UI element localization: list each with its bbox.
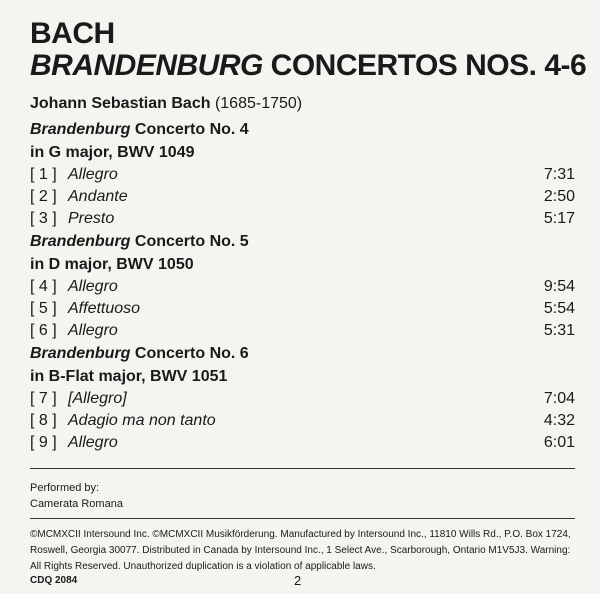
track-row <box>30 276 575 298</box>
concerto-title-italic: Brandenburg <box>30 121 131 138</box>
concerto-key: in B-Flat major, BWV 1051 <box>30 368 228 385</box>
concerto-title-rest: Concerto No. 6 <box>130 345 249 362</box>
divider-rule <box>30 518 575 519</box>
concerto-title-italic: Brandenburg <box>30 345 131 362</box>
track-name: Allegro <box>68 278 118 295</box>
divider-rule <box>30 468 575 469</box>
concerto-key: in D major, BWV 1050 <box>30 256 194 273</box>
track-row <box>30 298 575 320</box>
concerto-title <box>30 118 575 141</box>
track-number: [ 6 ] <box>30 322 57 339</box>
concerto-title-rest: Concerto No. 4 <box>130 121 249 138</box>
track-duration: 5:31 <box>543 322 575 339</box>
track-duration: 7:31 <box>543 166 575 183</box>
track-row <box>30 388 575 410</box>
track-number: [ 2 ] <box>30 188 57 205</box>
header-composer-surname: BACH <box>30 17 115 50</box>
track-duration: 2:50 <box>543 188 575 205</box>
composer-line <box>30 94 302 114</box>
track-row <box>30 186 575 208</box>
track-row <box>30 208 575 230</box>
concerto-block-5 <box>30 230 575 342</box>
header-work-title-rest: CONCERTOS NOS. 4-6 <box>262 49 587 82</box>
concerto-block-4 <box>30 118 575 230</box>
composer-dates: (1685-1750) <box>210 95 303 112</box>
concerto-title <box>30 342 575 365</box>
track-name: Allegro <box>68 166 118 183</box>
track-number: [ 7 ] <box>30 390 57 407</box>
track-row <box>30 320 575 342</box>
track-name: Adagio ma non tanto <box>68 412 216 429</box>
concerto-block-6 <box>30 342 575 454</box>
concerto-key: in G major, BWV 1049 <box>30 144 195 161</box>
performed-by-label: Performed by: <box>30 482 100 494</box>
track-number: [ 9 ] <box>30 434 57 451</box>
track-number: [ 3 ] <box>30 210 57 227</box>
track-duration: 6:01 <box>543 434 575 451</box>
track-number: [ 8 ] <box>30 412 57 429</box>
track-name: [Allegro] <box>68 390 127 407</box>
track-name: Allegro <box>68 322 118 339</box>
track-number: [ 5 ] <box>30 300 57 317</box>
page-number: 2 <box>294 573 302 588</box>
catalog-number: CDQ 2084 <box>30 575 78 586</box>
track-name: Affettuoso <box>68 300 141 317</box>
header-work-title-italic: BRANDENBURG <box>30 49 263 82</box>
composer-name: Johann Sebastian Bach <box>30 95 211 112</box>
track-row <box>30 432 575 454</box>
concerto-title <box>30 230 575 253</box>
track-name: Allegro <box>68 434 118 451</box>
track-name: Presto <box>68 210 115 227</box>
track-row <box>30 410 575 432</box>
header-work-title <box>30 50 586 82</box>
track-number: [ 1 ] <box>30 166 57 183</box>
concerto-title-rest: Concerto No. 5 <box>130 233 249 250</box>
track-number: [ 4 ] <box>30 278 57 295</box>
track-duration: 9:54 <box>543 278 575 295</box>
concerto-title-italic: Brandenburg <box>30 233 131 250</box>
track-duration: 4:32 <box>543 412 575 429</box>
track-row <box>30 164 575 186</box>
track-duration: 7:04 <box>543 390 575 407</box>
track-duration: 5:54 <box>543 300 575 317</box>
performer-name: Camerata Romana <box>30 498 123 510</box>
copyright-notice: ©MCMXCII Intersound Inc. ©MCMXCII Musikförderung. Manufactured by Intersound Inc., 11810 Wills Rd., P.O. Box 1724, Roswell, Georgia 30077. Distributed in Canada by Intersound Inc., 1 Select Ave., Scarborough, Ontario M1V5J3. Warning: All Rights Reserved. Unauthorized duplication is a violation of applicable laws. <box>30 529 571 572</box>
track-name: Andante <box>68 188 128 205</box>
track-duration: 5:17 <box>543 210 575 227</box>
